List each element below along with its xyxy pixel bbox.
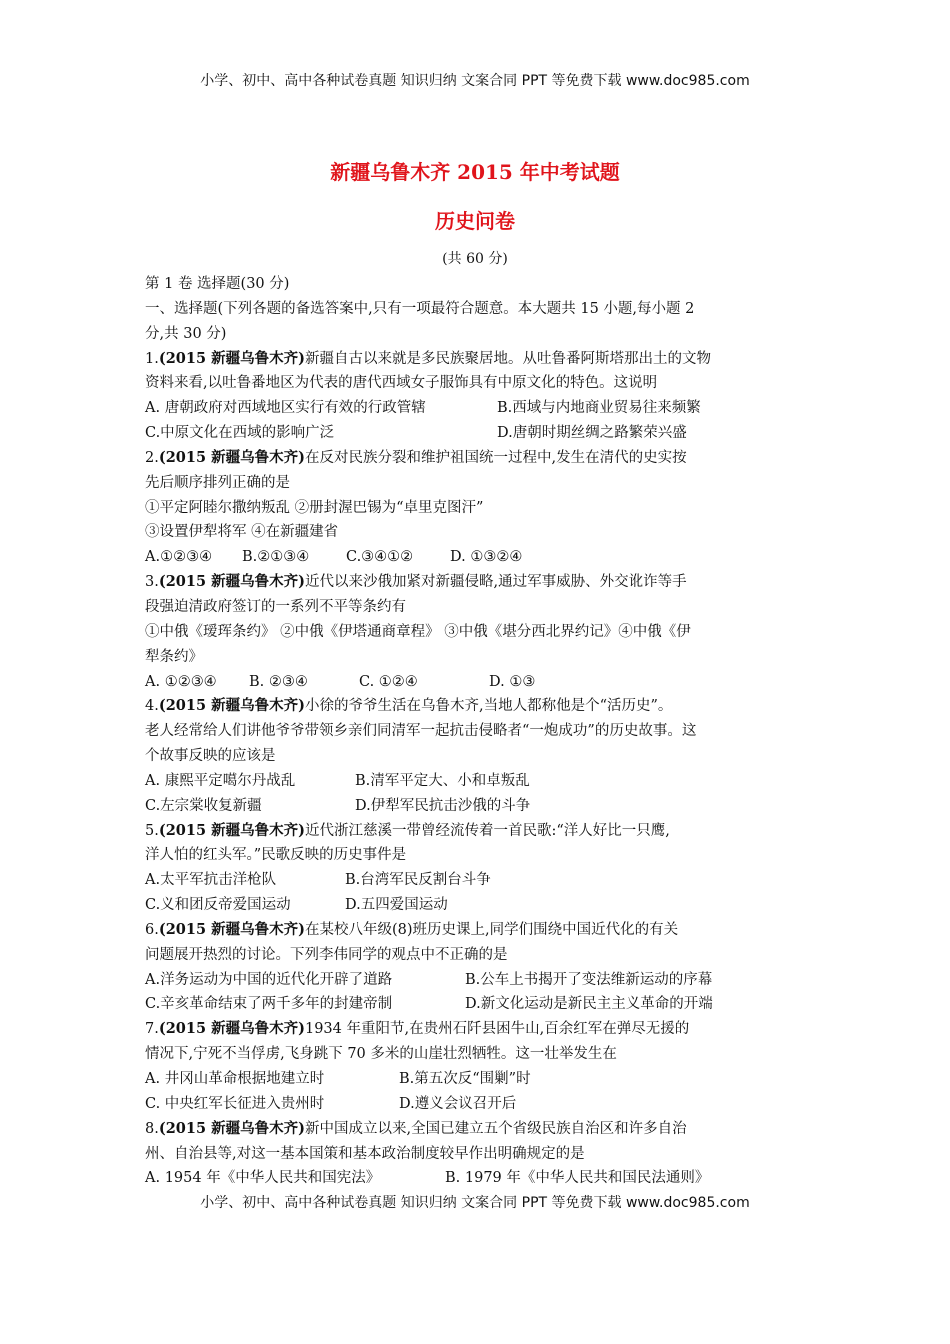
question-text-line: 资料来看,以吐鲁番地区为代表的唐代西域女子服饰具有中原文化的特色。这说明	[145, 375, 658, 392]
question	[145, 570, 810, 694]
question-text: 在某校八年级(8)班历史课上,同学们围绕中国近代化的有关	[304, 921, 679, 938]
question-text-line: ③设置伊犁将军 ④在新疆建省	[145, 524, 339, 541]
answer-option[interactable]: D.五四爱国运动	[345, 897, 448, 914]
question-text-line: 犁条约》	[145, 648, 203, 665]
option-row	[145, 421, 810, 446]
question-source: (2015 新疆乌鲁木齐)	[158, 821, 305, 839]
option-row	[145, 794, 810, 819]
question-stem	[145, 694, 810, 719]
question-source: (2015 新疆乌鲁木齐)	[158, 573, 305, 591]
question-text-line: ①中俄《瑷珲条约》 ②中俄《伊塔通商章程》 ③中俄《堪分西北界约记》④中俄《伊	[145, 623, 691, 640]
question-stem	[145, 819, 810, 844]
option-row	[145, 868, 810, 893]
question-text: 小徐的爷爷生活在乌鲁木齐,当地人都称他是个“活历史”。	[304, 698, 673, 715]
option-row	[145, 968, 810, 993]
question-text: 在反对民族分裂和维护祖国统一过程中,发生在清代的史实按	[304, 449, 687, 466]
answer-option[interactable]: A.①②③④	[145, 549, 213, 566]
option-row	[145, 992, 810, 1017]
question-number: 6.	[145, 921, 159, 938]
answer-option[interactable]: D.遵义会议召开后	[399, 1095, 517, 1112]
question-text-line: 先后顺序排列正确的是	[145, 474, 290, 491]
answer-option[interactable]: C.中原文化在西域的影响广泛	[145, 425, 335, 442]
question-stem	[145, 446, 810, 471]
question	[145, 819, 810, 918]
question-text: 近代浙江慈溪一带曾经流传着一首民歌:“洋人好比一只鹰,	[304, 822, 670, 839]
answer-option[interactable]: A.洋务运动为中国的近代化开辟了道路	[145, 971, 393, 988]
instructions-line: 一、选择题(下列各题的备选答案中,只有一项最符合题意。本大题共 15 小题,每小题 2	[145, 300, 695, 317]
option-row	[145, 769, 810, 794]
option-row	[145, 396, 810, 421]
answer-option[interactable]: A. 1954 年《中华人民共和国宪法》	[145, 1170, 381, 1187]
question-text-line: 个故事反映的应该是	[145, 748, 276, 765]
question-stem	[145, 570, 810, 595]
question-text: 新疆自古以来就是多民族聚居地。从吐鲁番阿斯塔那出土的文物	[304, 350, 711, 367]
instructions-line: 分,共 30 分)	[145, 325, 227, 342]
answer-option[interactable]: B. 1979 年《中华人民共和国民法通则》	[445, 1170, 710, 1187]
question-text-line: 情况下,宁死不当俘虏,飞身跳下 70 多米的山崖壮烈牺牲。这一壮举发生在	[145, 1046, 617, 1063]
answer-option[interactable]: D.新文化运动是新民主主义革命的开端	[465, 996, 713, 1013]
question-list	[145, 347, 810, 1192]
question-text-line: 问题展开热烈的讨论。下列李伟同学的观点中不正确的是	[145, 946, 508, 963]
answer-option[interactable]: B. ②③④	[249, 673, 308, 690]
question-source: (2015 新疆乌鲁木齐)	[158, 920, 305, 938]
answer-option[interactable]: B.台湾军民反割台斗争	[345, 872, 491, 889]
question-number: 5.	[145, 822, 159, 839]
answer-option[interactable]: B.西域与内地商业贸易往来频繁	[497, 400, 701, 417]
answer-option[interactable]: B.公车上书揭开了变法维新运动的序幕	[465, 971, 713, 988]
question	[145, 1017, 810, 1116]
answer-option[interactable]: A. ①②③④	[145, 673, 217, 690]
question-source: (2015 新疆乌鲁木齐)	[158, 1020, 305, 1038]
option-row	[145, 1092, 810, 1117]
total-score: (共 60 分)	[442, 251, 508, 267]
exam-title: 新疆乌鲁木齐 2015 年中考试题	[330, 160, 620, 184]
question-text-line: 洋人怕的红头军。”民歌反映的历史事件是	[145, 847, 407, 864]
option-row	[145, 893, 810, 918]
question-text-line: ①平定阿睦尔撒纳叛乱 ②册封渥巴锡为“卓里克图汗”	[145, 499, 484, 516]
question-text: 新中国成立以来,全国已建立五个省级民族自治区和许多自治	[304, 1120, 687, 1137]
answer-option[interactable]: A.太平军抗击洋枪队	[145, 872, 277, 889]
option-row	[145, 670, 810, 695]
question-number: 2.	[145, 449, 159, 466]
answer-option[interactable]: A. 井冈山革命根据地建立时	[145, 1071, 325, 1087]
option-row	[145, 1166, 810, 1191]
option-row	[145, 1067, 810, 1092]
page-footer: 小学、初中、高中各种试卷真题 知识归纳 文案合同 PPT 等免费下载 www.doc985.com	[200, 1195, 750, 1211]
question-text-line: 段强迫清政府签订的一系列不平等条约有	[145, 598, 406, 615]
question-number: 4.	[145, 698, 159, 715]
question-stem	[145, 918, 810, 943]
question	[145, 347, 810, 446]
question	[145, 694, 810, 818]
question	[145, 918, 810, 1017]
answer-option[interactable]: C.左宗棠收复新疆	[145, 797, 262, 814]
answer-option[interactable]: A. 唐朝政府对西域地区实行有效的行政管辖	[145, 400, 426, 417]
answer-option[interactable]: B.②①③④	[242, 549, 310, 566]
question-number: 1.	[145, 350, 159, 367]
question	[145, 446, 810, 570]
answer-option[interactable]: D. ①③②④	[450, 549, 523, 566]
question-number: 7.	[145, 1021, 159, 1038]
answer-option[interactable]: C. ①②④	[359, 673, 418, 690]
exam-body	[145, 272, 810, 1191]
question-text-line: 老人经常给人们讲他爷爷带领乡亲们同清军一起抗击侵略者“一炮成功”的历史故事。这	[145, 723, 697, 740]
answer-option[interactable]: B.第五次反“围剿”时	[399, 1071, 531, 1087]
question-stem	[145, 1117, 810, 1142]
answer-option[interactable]: D.伊犁军民抗击沙俄的斗争	[355, 797, 531, 814]
answer-option[interactable]: B.清军平定大、小和卓叛乱	[355, 772, 530, 789]
question-number: 8.	[145, 1120, 159, 1137]
answer-option[interactable]: D.唐朝时期丝绸之路繁荣兴盛	[497, 425, 687, 442]
question-source: (2015 新疆乌鲁木齐)	[158, 697, 305, 715]
answer-option[interactable]: C.义和团反帝爱国运动	[145, 897, 291, 914]
question	[145, 1117, 810, 1192]
answer-option[interactable]: A. 康熙平定噶尔丹战乱	[145, 772, 296, 789]
answer-option[interactable]: C. 中央红军长征进入贵州时	[145, 1095, 325, 1112]
answer-option[interactable]: D. ①③	[489, 673, 536, 690]
answer-option[interactable]: C.③④①②	[346, 549, 414, 566]
question-text: 近代以来沙俄加紧对新疆侵略,通过军事威胁、外交讹诈等手	[304, 574, 687, 591]
answer-option[interactable]: C.辛亥革命结束了两千多年的封建帝制	[145, 996, 393, 1013]
question-text: 1934 年重阳节,在贵州石阡县困牛山,百余红军在弹尽无援的	[304, 1021, 690, 1038]
exam-subtitle: 历史问卷	[435, 209, 515, 233]
section-heading: 第 1 卷 选择题(30 分)	[145, 276, 290, 292]
page-header: 小学、初中、高中各种试卷真题 知识归纳 文案合同 PPT 等免费下载 www.doc985.com	[200, 73, 750, 89]
question-stem	[145, 1017, 810, 1042]
question-source: (2015 新疆乌鲁木齐)	[158, 448, 305, 466]
question-number: 3.	[145, 574, 159, 591]
question-stem	[145, 347, 810, 372]
question-source: (2015 新疆乌鲁木齐)	[158, 1119, 305, 1137]
question-text-line: 州、自治县等,对这一基本国策和基本政治制度较早作出明确规定的是	[145, 1145, 585, 1162]
question-source: (2015 新疆乌鲁木齐)	[158, 349, 305, 367]
option-row	[145, 545, 810, 570]
